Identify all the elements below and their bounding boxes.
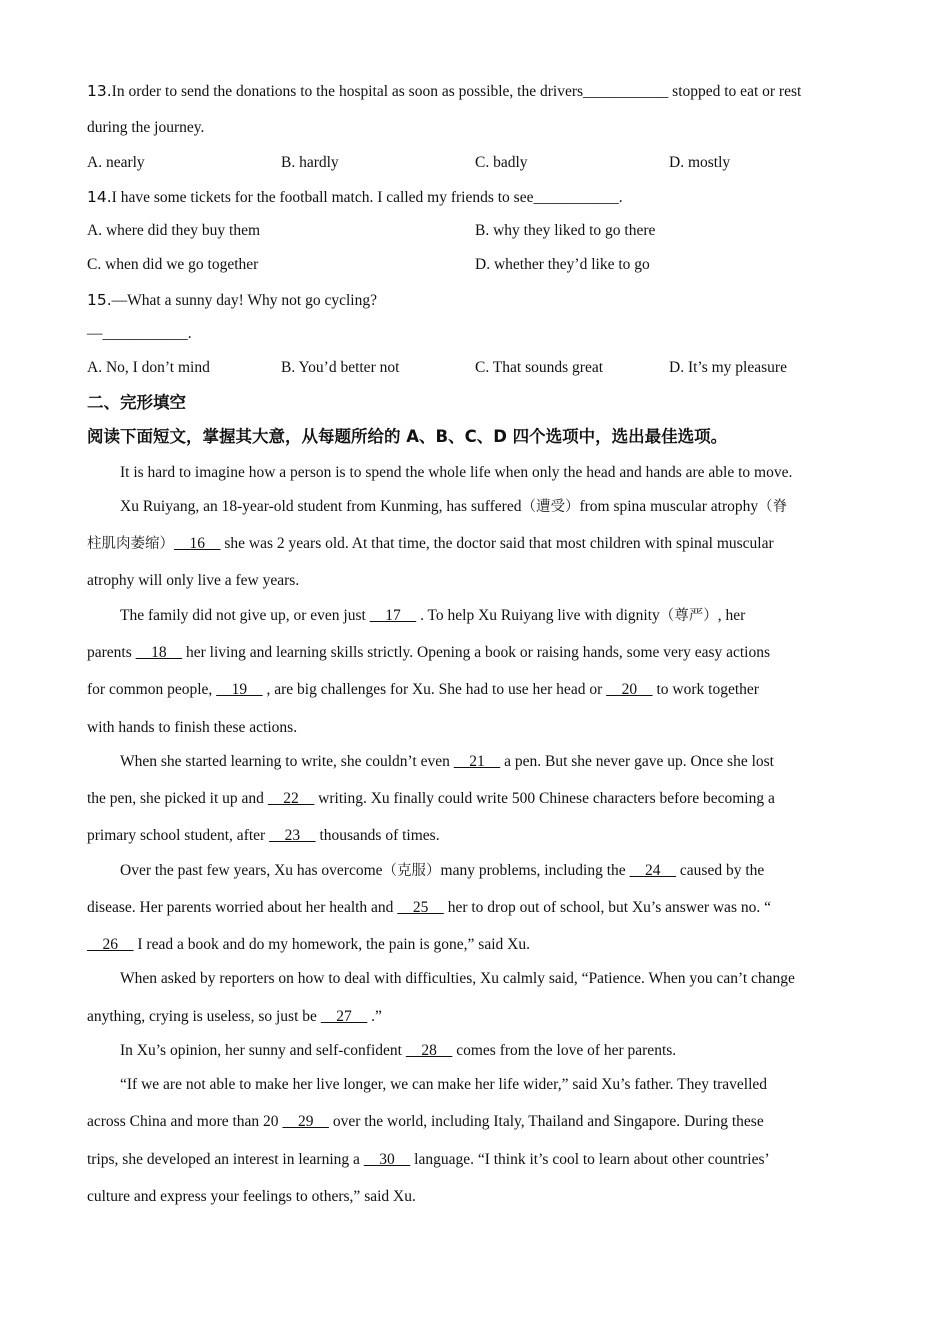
blank-21[interactable]: 21 [453,753,501,770]
q14-text: I have some tickets for the football match. I called my friends to see___________. [111,189,623,206]
q15-option-d[interactable]: D. It’s my pleasure [669,359,787,376]
chinese-gloss: （克服） [382,863,441,879]
q13-line2: during the journey. [87,119,205,136]
section-title: 二、完形填空 [87,393,186,412]
text: anything, crying is useless, so just be [87,1008,321,1025]
blank-27[interactable]: 27 [320,1008,368,1025]
passage-p2-line1 [120,497,787,517]
passage-p2-line2 [87,534,774,554]
passage-p5-line3 [87,935,530,955]
chinese-gloss: （脊 [758,499,788,515]
q15-option-c[interactable]: C. That sounds great [475,359,604,376]
q13-number: 13. [87,82,112,100]
text: disease. Her parents worried about her health and [87,899,398,916]
passage-p2-line3: atrophy will only live a few years. [87,572,300,589]
chinese-gloss: 柱肌肉萎缩） [87,536,174,552]
blank-25[interactable]: 25 [397,899,444,916]
text: to work together [652,681,759,698]
q13-option-a[interactable]: A. nearly [87,154,145,171]
passage-p6-line2 [87,1007,382,1027]
text: writing. Xu finally could write 500 Chinese characters before becoming a [314,790,775,807]
q13-option-b[interactable]: B. hardly [281,154,339,171]
blank-28[interactable]: 28 [405,1042,453,1059]
text: primary school student, after [87,827,270,844]
blank-20[interactable]: 20 [606,681,653,698]
text: across China and more than 20 [87,1113,283,1130]
passage-p7-line1 [120,1041,676,1061]
q15-text: —What a sunny day! Why not go cycling? [111,292,377,309]
passage-p8-line4: culture and express your feelings to others,” said Xu. [87,1188,416,1205]
text: parents [87,644,136,661]
passage-p5-line1 [120,861,764,881]
blank-18[interactable]: 18 [135,644,183,661]
q13-option-d[interactable]: D. mostly [669,154,731,171]
text: .” [367,1008,382,1025]
blank-30[interactable]: 30 [363,1151,411,1168]
text: the pen, she picked it up and [87,790,268,807]
q13-line1 [87,81,801,102]
text: comes from the love of her parents. [452,1042,677,1059]
q14-option-c[interactable]: C. when did we go together [87,256,259,273]
passage-p8-line1: “If we are not able to make her live longer, we can make her life wider,” said Xu’s father. They travelled [120,1076,768,1093]
passage-p3-line1 [120,606,745,626]
blank-24[interactable]: 24 [629,862,677,879]
passage-p1: It is hard to imagine how a person is to spend the whole life when only the head and hands are able to move. [120,464,793,481]
q14-option-d[interactable]: D. whether they’d like to go [475,256,650,273]
text: Over the past few years, Xu has overcome [120,862,383,879]
text: I read a book and do my homework, the pain is gone,” said Xu. [133,936,530,953]
q14-option-a[interactable]: A. where did they buy them [87,222,261,239]
text: When she started learning to write, she couldn’t even [120,753,454,770]
q15-number: 15. [87,291,112,309]
text: caused by the [676,862,765,879]
text: many problems, including the [440,862,630,879]
passage-p3-line4: with hands to finish these actions. [87,719,298,736]
passage-p6-line1: When asked by reporters on how to deal with difficulties, Xu calmly said, “Patience. When you can’t change [120,970,795,987]
chinese-gloss: （尊严） [659,608,718,624]
text: from spina muscular atrophy [579,498,759,515]
blank-17[interactable]: 17 [369,607,417,624]
passage-p3-line2 [87,643,770,663]
q14-number: 14. [87,188,112,206]
blank-23[interactable]: 23 [269,827,316,844]
blank-19[interactable]: 19 [216,681,263,698]
text: for common people, [87,681,217,698]
text: a pen. But she never gave up. Once she lost [500,753,774,770]
text: trips, she developed an interest in learning a [87,1151,364,1168]
blank-26[interactable]: 26 [87,936,134,953]
q14-line [87,187,623,208]
blank-22[interactable]: 22 [267,790,315,807]
section-instruction: 阅读下面短文，掌握其大意，从每题所给的 A、B、C、D 四个选项中，选出最佳选项。 [87,427,728,446]
text: . To help Xu Ruiyang live with dignity [416,607,660,624]
passage-p5-line2 [87,898,771,918]
blank-16[interactable]: 16 [174,535,221,552]
passage-p4-line2 [87,789,775,809]
text: , her [717,607,746,624]
q15-line2: —___________. [87,325,192,342]
text: , are big challenges for Xu. She had to use her head or [262,681,607,698]
text: In Xu’s opinion, her sunny and self-confident [120,1042,406,1059]
q15-option-a[interactable]: A. No, I don’t mind [87,359,210,376]
passage-p8-line2 [87,1112,764,1132]
q13-option-c[interactable]: C. badly [475,154,528,171]
text: The family did not give up, or even just [120,607,370,624]
text: Xu Ruiyang, an 18-year-old student from Kunming, has suffered [120,498,522,515]
text: her living and learning skills strictly. Opening a book or raising hands, some very easy actions [182,644,771,661]
q14-option-b[interactable]: B. why they liked to go there [475,222,656,239]
q15-line1 [87,290,377,311]
text: thousands of times. [315,827,440,844]
text: language. “I think it’s cool to learn about other countries’ [410,1151,770,1168]
text: she was 2 years old. At that time, the doctor said that most children with spinal muscular [220,535,774,552]
passage-p4-line3 [87,826,440,846]
q13-text: In order to send the donations to the hospital as soon as possible, the drivers___________ stopped to eat or rest [111,83,802,100]
passage-p3-line3 [87,680,759,700]
passage-p4-line1 [120,752,774,772]
q15-option-b[interactable]: B. You’d better not [281,359,400,376]
text: over the world, including Italy, Thailand and Singapore. During these [328,1113,764,1130]
blank-29[interactable]: 29 [282,1113,329,1130]
passage-p8-line3 [87,1150,770,1170]
text: her to drop out of school, but Xu’s answer was no. “ [443,899,771,916]
chinese-gloss: （遭受） [521,499,580,515]
